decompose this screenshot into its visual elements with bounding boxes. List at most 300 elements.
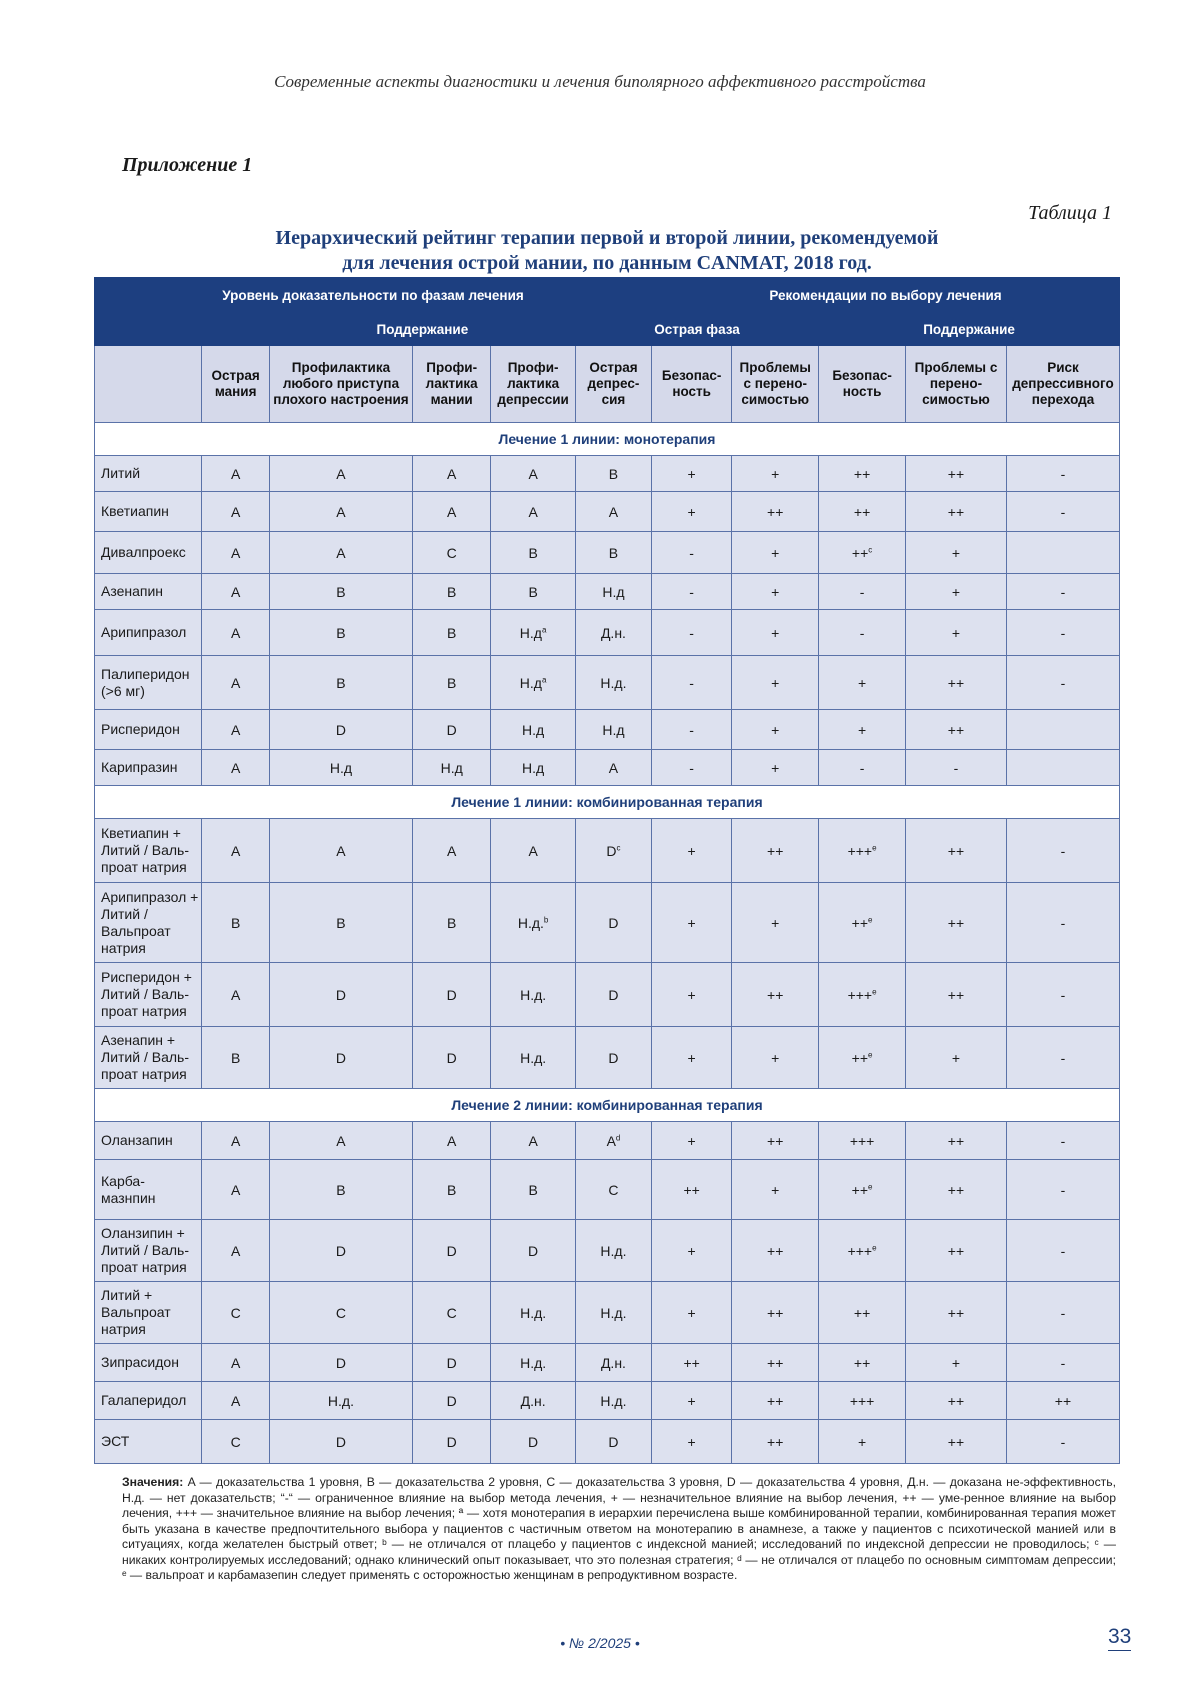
rating-value: ++ <box>947 674 965 691</box>
rating-value: D <box>446 1354 457 1371</box>
rating-cell <box>491 710 576 750</box>
rating-cell <box>732 883 819 963</box>
rating-value: B <box>608 465 619 482</box>
rating-value: B <box>447 674 457 691</box>
rating-value: ++ <box>853 1304 871 1321</box>
rating-value: B <box>336 583 346 600</box>
rating-cell <box>202 710 269 750</box>
rating-value: - <box>1060 583 1066 600</box>
rating-value: ++ <box>767 1433 784 1450</box>
group-spacer <box>95 314 270 346</box>
rating-value: Н.д <box>522 721 545 738</box>
rating-cell <box>819 1027 906 1089</box>
rating-value: B <box>336 914 346 931</box>
rating-cell <box>575 1282 651 1344</box>
rating-value: + <box>687 1242 696 1259</box>
rating-value: + <box>687 1049 696 1066</box>
section-row <box>95 423 1120 456</box>
rating-cell <box>651 492 731 532</box>
rating-cell <box>651 1282 731 1344</box>
column-header: Профи-лактика депрессии <box>491 346 576 423</box>
subgroup-maintenance-2: Поддержание <box>819 314 1120 346</box>
rating-cell <box>651 1382 731 1420</box>
rating-cell <box>906 492 1007 532</box>
rating-value: Д.н. <box>520 1392 546 1409</box>
rating-cell <box>819 963 906 1027</box>
rating-cell <box>651 656 731 710</box>
table-caption <box>94 226 1120 276</box>
rating-cell <box>732 492 819 532</box>
rating-value: + <box>687 842 696 859</box>
rating-cell <box>202 1220 269 1282</box>
rating-value: ++ <box>947 1132 965 1149</box>
rating-cell <box>732 1122 819 1160</box>
rating-cell <box>651 1220 731 1282</box>
rating-cell <box>1006 1122 1119 1160</box>
rating-cell <box>491 750 576 786</box>
rating-cell <box>906 656 1007 710</box>
section-title: Лечение 1 линии: монотерапия <box>95 423 1120 456</box>
rating-cell <box>732 656 819 710</box>
rating-cell <box>202 963 269 1027</box>
rating-cell <box>732 1160 819 1220</box>
running-head: Современные аспекты диагностики и лечения биполярного аффективного расстройства <box>274 72 926 91</box>
rating-cell <box>906 610 1007 656</box>
rating-value: ++ <box>767 1242 784 1259</box>
rating-value: - <box>1060 674 1066 691</box>
rating-cell <box>269 963 412 1027</box>
rating-value: - <box>859 624 865 641</box>
rating-value: B <box>336 624 346 641</box>
rating-cell <box>202 1382 269 1420</box>
rating-cell <box>491 1027 576 1089</box>
rating-cell <box>1006 456 1119 492</box>
rating-cell <box>819 1420 906 1464</box>
rating-cell <box>575 1027 651 1089</box>
rating-cell <box>732 710 819 750</box>
table-row <box>95 1220 1120 1282</box>
rating-cell <box>1006 1027 1119 1089</box>
table-number: Таблица 1 <box>1028 202 1112 224</box>
rating-cell <box>575 1122 651 1160</box>
rating-value: A <box>230 1392 241 1409</box>
rating-value: Н.д <box>519 624 542 641</box>
rating-value: - <box>859 759 865 776</box>
rating-value: Н.д <box>602 583 625 600</box>
rating-cell <box>819 1282 906 1344</box>
table-body <box>95 423 1120 1464</box>
rating-cell <box>819 1122 906 1160</box>
rating-value: - <box>1060 1242 1066 1259</box>
footnote-marker: e <box>872 986 877 996</box>
drug-name: Карипразин <box>95 750 202 786</box>
rating-value: D <box>608 986 619 1003</box>
table-row <box>95 963 1120 1027</box>
rating-cell <box>651 456 731 492</box>
rating-value: A <box>230 721 241 738</box>
rating-value: A <box>230 674 241 691</box>
rating-value: ++ <box>947 721 965 738</box>
rating-value: ++ <box>853 503 871 520</box>
rating-cell <box>269 1122 412 1160</box>
rating-value: B <box>336 1181 346 1198</box>
rating-cell <box>732 1344 819 1382</box>
rating-cell <box>1006 710 1119 750</box>
column-header: Проблемы с перено-симостью <box>906 346 1007 423</box>
rating-value: D <box>606 842 617 859</box>
footnote-marker: e <box>868 1049 873 1059</box>
rating-value: A <box>230 1354 241 1371</box>
rating-cell <box>1006 750 1119 786</box>
rating-cell <box>651 883 731 963</box>
rating-cell <box>906 710 1007 750</box>
rating-value: - <box>1060 1354 1066 1371</box>
rating-value: A <box>447 842 457 859</box>
rating-cell <box>413 819 491 883</box>
rating-value: A <box>336 1132 346 1149</box>
table-row <box>95 1282 1120 1344</box>
rating-cell <box>1006 574 1119 610</box>
rating-cell <box>269 656 412 710</box>
rating-cell <box>906 574 1007 610</box>
footnote-marker: a <box>541 674 547 684</box>
table-row <box>95 656 1120 710</box>
rating-cell <box>269 1160 412 1220</box>
rating-cell <box>819 656 906 710</box>
rating-value: A <box>230 1181 241 1198</box>
rating-cell <box>575 492 651 532</box>
table-row <box>95 610 1120 656</box>
rating-value: + <box>951 583 961 600</box>
rating-cell <box>202 532 269 574</box>
rating-value: +++ <box>849 1392 875 1409</box>
rating-value: Н.д. <box>600 1392 627 1409</box>
rating-cell <box>575 610 651 656</box>
rating-cell <box>732 1027 819 1089</box>
section-row <box>95 786 1120 819</box>
drug-name: Рисперидон + Литий / Валь-проат натрия <box>95 963 202 1027</box>
footnote-marker: e <box>872 1242 877 1252</box>
rating-cell <box>732 456 819 492</box>
drug-name: Литий <box>95 456 202 492</box>
rating-value: A <box>230 624 241 641</box>
rating-value: - <box>1060 1132 1066 1149</box>
rating-value: + <box>857 674 867 691</box>
rating-cell <box>202 610 269 656</box>
rating-value: ++ <box>851 544 869 561</box>
rating-cell <box>575 819 651 883</box>
rating-value: Н.д <box>440 759 463 776</box>
rating-value: + <box>687 986 696 1003</box>
rating-value: D <box>446 1433 457 1450</box>
rating-value: +++ <box>847 1242 873 1259</box>
drug-name: Арипипразол <box>95 610 202 656</box>
rating-value: Н.д. <box>600 674 627 691</box>
drug-name: Карба-мазнпин <box>95 1160 202 1220</box>
footnote-marker: e <box>868 914 873 924</box>
rating-cell <box>575 532 651 574</box>
rating-cell <box>906 1344 1007 1382</box>
rating-cell <box>413 656 491 710</box>
rating-value: + <box>687 1433 696 1450</box>
rating-value: D <box>608 1049 619 1066</box>
rating-value: B <box>447 914 457 931</box>
rating-cell <box>575 656 651 710</box>
rating-cell <box>819 532 906 574</box>
rating-cell <box>202 492 269 532</box>
rating-value: + <box>771 544 780 561</box>
rating-cell <box>651 963 731 1027</box>
rating-cell <box>575 883 651 963</box>
rating-cell <box>413 456 491 492</box>
rating-cell <box>651 610 731 656</box>
rating-cell <box>651 710 731 750</box>
rating-value: ++ <box>767 1304 784 1321</box>
rating-value: B <box>336 674 346 691</box>
rating-value: A <box>608 503 619 520</box>
rating-cell <box>732 574 819 610</box>
table-row <box>95 1420 1120 1464</box>
rating-cell <box>491 1160 576 1220</box>
rating-cell <box>651 750 731 786</box>
rating-cell <box>651 1344 731 1382</box>
rating-cell <box>269 610 412 656</box>
rating-value: ++ <box>767 503 784 520</box>
rating-cell <box>906 883 1007 963</box>
rating-value: +++ <box>847 842 873 859</box>
rating-cell <box>819 610 906 656</box>
rating-cell <box>1006 656 1119 710</box>
rating-cell <box>491 1122 576 1160</box>
rating-cell <box>732 1282 819 1344</box>
rating-value: D <box>335 1354 347 1371</box>
rating-cell <box>269 1344 412 1382</box>
column-header: Безопас-ность <box>819 346 906 423</box>
rating-cell <box>732 750 819 786</box>
drug-name: Оланзапин <box>95 1122 202 1160</box>
table-row <box>95 1160 1120 1220</box>
rating-cell <box>575 750 651 786</box>
rating-value: B <box>447 624 457 641</box>
rating-cell <box>906 532 1007 574</box>
rating-value: - <box>1060 1181 1066 1198</box>
rating-value: + <box>771 759 780 776</box>
rating-cell <box>819 883 906 963</box>
rating-value: A <box>336 544 346 561</box>
rating-cell <box>269 532 412 574</box>
table-row <box>95 1382 1120 1420</box>
rating-value: Н.д <box>519 674 542 691</box>
rating-value: + <box>857 721 867 738</box>
rating-value: C <box>446 1304 457 1321</box>
rating-value: Д.н. <box>600 1354 626 1371</box>
rating-value: + <box>771 674 780 691</box>
column-header: Профи-лактика мании <box>413 346 491 423</box>
drug-name: Азенапин + Литий / Валь-проат натрия <box>95 1027 202 1089</box>
rating-value: A <box>528 503 538 520</box>
rating-cell <box>202 1027 269 1089</box>
table-row <box>95 532 1120 574</box>
rating-value: A <box>230 986 241 1003</box>
rating-value: C <box>335 1304 347 1321</box>
subgroup-acute-phase: Острая фаза <box>575 314 818 346</box>
rating-cell <box>651 1160 731 1220</box>
rating-value: A <box>230 503 241 520</box>
rating-value: Н.д. <box>520 986 547 1003</box>
rating-cell <box>819 1344 906 1382</box>
rating-value: D <box>446 721 457 738</box>
rating-value: A <box>528 1132 538 1149</box>
column-header: Профилактика любого приступа плохого настроения <box>269 346 412 423</box>
rating-value: Н.д. <box>520 1354 547 1371</box>
rating-value: Н.д <box>329 759 353 776</box>
rating-value: Н.д. <box>517 914 544 931</box>
rating-value: ++ <box>851 914 869 931</box>
rating-cell <box>651 1027 731 1089</box>
section-title: Лечение 1 линии: комбинированная терапия <box>95 786 1120 819</box>
rating-cell <box>413 883 491 963</box>
rating-cell <box>413 1382 491 1420</box>
rating-cell <box>202 1420 269 1464</box>
table-row <box>95 1344 1120 1382</box>
rating-value: ++ <box>947 503 965 520</box>
rating-cell <box>906 819 1007 883</box>
rating-cell <box>732 610 819 656</box>
rating-cell <box>906 1160 1007 1220</box>
rating-cell <box>732 532 819 574</box>
rating-cell <box>906 1420 1007 1464</box>
rating-cell <box>651 532 731 574</box>
rating-cell <box>491 610 576 656</box>
rating-value: + <box>951 1049 961 1066</box>
rating-cell <box>413 963 491 1027</box>
rating-cell <box>269 1220 412 1282</box>
rating-cell <box>269 574 412 610</box>
rating-value: ++ <box>683 1181 700 1198</box>
rating-cell <box>575 574 651 610</box>
rating-value: D <box>608 914 619 931</box>
rating-value: + <box>687 503 696 520</box>
rating-cell <box>1006 1160 1119 1220</box>
rating-cell <box>202 574 269 610</box>
rating-cell <box>202 1344 269 1382</box>
rating-cell <box>491 574 576 610</box>
rating-cell <box>575 1220 651 1282</box>
rating-cell <box>906 750 1007 786</box>
rating-value: ++ <box>767 842 784 859</box>
rating-cell <box>1006 492 1119 532</box>
rating-cell <box>819 750 906 786</box>
rating-value: ++ <box>947 1304 965 1321</box>
rating-cell <box>491 883 576 963</box>
rating-value: B <box>528 583 538 600</box>
rating-cell <box>413 710 491 750</box>
rating-value: ++ <box>947 1181 965 1198</box>
rating-cell <box>1006 1420 1119 1464</box>
issue-number: • № 2/2025 • <box>560 1635 640 1651</box>
drug-name: Рисперидон <box>95 710 202 750</box>
rating-cell <box>651 1420 731 1464</box>
rating-value: - <box>689 624 694 641</box>
rating-cell <box>732 963 819 1027</box>
rating-value: - <box>689 583 694 600</box>
rating-value: A <box>230 544 241 561</box>
drug-name: ЭСТ <box>95 1420 202 1464</box>
appendix-label: Приложение 1 <box>122 154 253 176</box>
rating-value: + <box>771 465 780 482</box>
rating-value: - <box>689 721 694 738</box>
rating-value: + <box>687 465 696 482</box>
rating-cell <box>269 883 412 963</box>
rating-value: C <box>230 1304 241 1321</box>
rating-cell <box>491 1220 576 1282</box>
rating-value: - <box>689 674 694 691</box>
rating-cell <box>651 1122 731 1160</box>
rating-value: A <box>336 465 346 482</box>
rating-cell <box>906 1382 1007 1420</box>
rating-value: Н.д. <box>600 1304 627 1321</box>
rating-value: - <box>1060 503 1066 520</box>
rating-value: + <box>687 914 696 931</box>
rating-value: ++ <box>947 1392 965 1409</box>
rating-cell <box>575 1344 651 1382</box>
rating-value: ++ <box>851 1181 869 1198</box>
rating-value: B <box>230 1049 241 1066</box>
rating-cell <box>202 656 269 710</box>
rating-cell <box>819 574 906 610</box>
rating-value: C <box>230 1433 241 1450</box>
rating-value: B <box>528 544 538 561</box>
rating-value: - <box>953 759 959 776</box>
rating-cell <box>819 1220 906 1282</box>
caption-line-1: Иерархический рейтинг терапии первой и второй линии, рекомендуемой <box>275 227 939 249</box>
rating-value: - <box>689 544 694 561</box>
rating-value: B <box>447 1181 457 1198</box>
rating-value: A <box>336 503 346 520</box>
rating-cell <box>413 492 491 532</box>
rating-cell <box>1006 963 1119 1027</box>
drug-name: Оланзипин + Литий / Валь-проат натрия <box>95 1220 202 1282</box>
rating-value: A <box>528 842 538 859</box>
rating-value: - <box>1060 1433 1066 1450</box>
rating-value: + <box>771 624 780 641</box>
rating-value: C <box>446 544 457 561</box>
page-number: 33 <box>1108 1625 1131 1651</box>
rating-value: - <box>1060 842 1066 859</box>
rating-cell <box>269 1382 412 1420</box>
rating-cell <box>819 819 906 883</box>
rating-value: D <box>335 1242 347 1259</box>
rating-cell <box>575 1420 651 1464</box>
rating-value: D <box>446 1392 457 1409</box>
table-row <box>95 883 1120 963</box>
rating-cell <box>269 710 412 750</box>
rating-value: - <box>1060 1049 1066 1066</box>
group-header-evidence: Уровень доказательности по фазам лечения <box>95 278 652 314</box>
rating-value: + <box>687 1392 696 1409</box>
rating-value: + <box>951 544 961 561</box>
rating-cell <box>906 1027 1007 1089</box>
rating-value: B <box>608 544 619 561</box>
rating-value: Н.д. <box>600 1242 627 1259</box>
footnote-marker: e <box>868 1181 873 1191</box>
rating-value: ++ <box>947 465 965 482</box>
column-header: Проблемы с перено-симостью <box>732 346 819 423</box>
rating-cell <box>269 819 412 883</box>
table-notes <box>122 1475 1116 1584</box>
rating-cell <box>491 1282 576 1344</box>
drug-name: Арипипразол + Литий / Вальпроат натрия <box>95 883 202 963</box>
